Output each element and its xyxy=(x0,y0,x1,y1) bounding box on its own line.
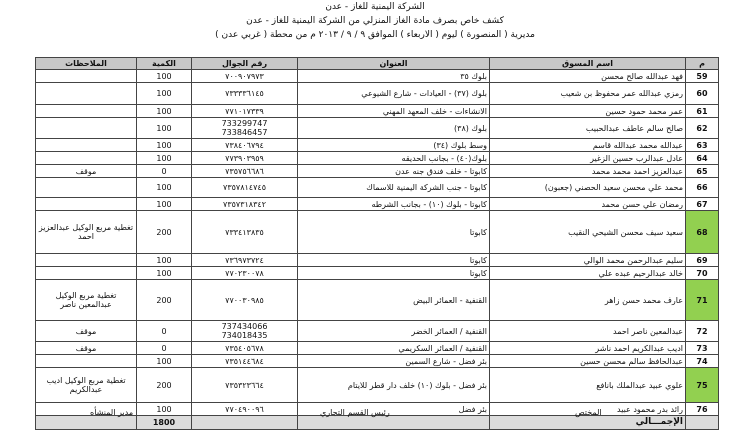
notes-cell: موقف xyxy=(36,342,137,355)
quantity-cell: 100 xyxy=(137,83,192,105)
table-row xyxy=(36,165,719,178)
signature-facility-manager: مدير المنشأه xyxy=(90,408,134,417)
table-row xyxy=(36,254,719,267)
quantity-cell: 100 xyxy=(137,267,192,280)
marketer-name: عبدالله محمد عبدالله قاسم xyxy=(490,139,686,152)
row-number: 64 xyxy=(686,152,719,165)
phone-cell: 733299747 733846457 xyxy=(192,118,298,139)
document-subtitle: مديرية ( المنصورة ) ليوم ( الاربعاء ) الموافق ٩ / ٩ / ٢٠١٣ م من محطة ( غربي عدن ) xyxy=(215,30,535,40)
notes-cell: تغطية مربع الوكيل عبدالعزيز احمد xyxy=(36,211,137,254)
row-number: 66 xyxy=(686,178,719,198)
quantity-cell: 0 xyxy=(137,165,192,178)
row-number: 74 xyxy=(686,355,719,368)
address-cell: بئر فضل xyxy=(298,403,490,416)
table-row xyxy=(36,355,719,368)
marketer-name: علوي عبيد عبدالملك بانافع xyxy=(490,368,686,403)
row-number: 72 xyxy=(686,321,719,342)
address-cell: كابوتا - بلوك (١٠) - بجانب الشرطه xyxy=(298,198,490,211)
table-row xyxy=(36,321,719,342)
row-number: 68 xyxy=(686,211,719,254)
table-row xyxy=(36,118,719,139)
phone-cell: ٧٧١٠١٧٣٣٩ xyxy=(192,105,298,118)
document-title: كشف خاص بصرف مادة الغاز المنزلي من الشركة اليمنية للغاز - عدن xyxy=(246,16,504,26)
address-cell: القنفية - العمائر البيض xyxy=(298,280,490,321)
row-number: 61 xyxy=(686,105,719,118)
address-cell: كابوتا - جنب الشركة اليمنية للاسماك xyxy=(298,178,490,198)
notes-cell: تغطية مربع الوكيل اديب عبدالكريم xyxy=(36,368,137,403)
row-number: 73 xyxy=(686,342,719,355)
notes-cell xyxy=(36,139,137,152)
quantity-cell: 200 xyxy=(137,211,192,254)
table-row xyxy=(36,178,719,198)
address-cell: وسط بلوك (٣٤) xyxy=(298,139,490,152)
notes-cell xyxy=(36,355,137,368)
col-header-qty: الكمية xyxy=(137,58,192,70)
marketer-name: محمد علي محسن سعيد الحصني (جعبون) xyxy=(490,178,686,198)
phone-cell: ٧٧٣٩٠٣٩٥٩ xyxy=(192,152,298,165)
notes-cell xyxy=(36,105,137,118)
notes-cell xyxy=(36,198,137,211)
phone-cell: ٧٣٥١٤٤٦٨٤ xyxy=(192,355,298,368)
phone-cell: ٧٣٥٣٢٣٦٦٤ xyxy=(192,368,298,403)
marketer-name: عبدالحافظ سالم محسن حسين xyxy=(490,355,686,368)
notes-cell: تغطية مربع الوكيل عبدالمعين ناصر xyxy=(36,280,137,321)
row-number: 60 xyxy=(686,83,719,105)
address-cell: بلوك (٣٨) xyxy=(298,118,490,139)
phone-cell: ٧٣٥٧٣١٨٣٤٢ xyxy=(192,198,298,211)
phone-cell: ٧٣٥٧٨١٤٧٤٥ xyxy=(192,178,298,198)
marketer-name: رمضان علي حسن محمد xyxy=(490,198,686,211)
row-number: 59 xyxy=(686,70,719,83)
quantity-cell: 100 xyxy=(137,254,192,267)
phone-cell: ٧٠٠٩٠٧٩٧٣ xyxy=(192,70,298,83)
marketer-name: سليم عبدالرحمن محمد الوالي xyxy=(490,254,686,267)
address-cell: القنفية / العمائر السكريمي xyxy=(298,342,490,355)
quantity-cell: 100 xyxy=(137,152,192,165)
row-number: 69 xyxy=(686,254,719,267)
quantity-cell: 100 xyxy=(137,118,192,139)
quantity-cell: 100 xyxy=(137,355,192,368)
col-header-name: اسم المسوق xyxy=(490,58,686,70)
phone-cell: ٧٣٦٩٧٣٧٢٤ xyxy=(192,254,298,267)
row-number: 71 xyxy=(686,280,719,321)
quantity-cell: 200 xyxy=(137,368,192,403)
col-header-address: العنوان xyxy=(298,58,490,70)
address-cell: كابوتا xyxy=(298,267,490,280)
phone-cell: ٧٧٠٢٣٠٠٧٨ xyxy=(192,267,298,280)
marketer-name: صالح سالم عاطف عبدالحبيب xyxy=(490,118,686,139)
total-empty-phone xyxy=(192,416,298,430)
marketer-name: خالد عبدالرحيم عبده علي xyxy=(490,267,686,280)
signature-specialist: المختص xyxy=(575,408,602,417)
total-empty-notes xyxy=(36,416,137,430)
marketer-name: عارف محمد حسن زاهر xyxy=(490,280,686,321)
row-number: 65 xyxy=(686,165,719,178)
notes-cell xyxy=(36,70,137,83)
marketer-name: عبدالمعين ناصر احمد xyxy=(490,321,686,342)
row-number: 76 xyxy=(686,403,719,416)
row-number: 70 xyxy=(686,267,719,280)
notes-cell xyxy=(36,83,137,105)
quantity-cell: 200 xyxy=(137,280,192,321)
col-header-num: م xyxy=(686,58,719,70)
notes-cell xyxy=(36,118,137,139)
phone-cell: ٧٣٣٣٣٦١٤٥ xyxy=(192,83,298,105)
address-cell: بئر فضل - بلوك (١٠) خلف دار قطر للايتام xyxy=(298,368,490,403)
company-title: الشركة اليمنية للغاز - عدن xyxy=(325,2,425,12)
address-cell: كابوتا - خلف فندق جنه عدن xyxy=(298,165,490,178)
col-header-notes: الملاحظات xyxy=(36,58,137,70)
quantity-cell: 100 xyxy=(137,105,192,118)
quantity-cell: 0 xyxy=(137,342,192,355)
table-row xyxy=(36,83,719,105)
marketer-name: عبدالعزيز احمد محمد محمد xyxy=(490,165,686,178)
phone-cell: ٧٧٠٠٣٠٩٨٥ xyxy=(192,280,298,321)
table-row xyxy=(36,342,719,355)
address-cell: بلوك(٤٠) - بجانب الحديقه xyxy=(298,152,490,165)
total-row xyxy=(36,416,719,430)
address-cell: كابوتا xyxy=(298,254,490,267)
marketer-name: سعيد سيف محسن الشيحي النقيب xyxy=(490,211,686,254)
col-header-phone: رقم الجوال xyxy=(192,58,298,70)
total-num-cell xyxy=(686,416,719,430)
total-empty-address xyxy=(298,416,490,430)
document-header xyxy=(0,0,750,42)
table-row xyxy=(36,211,719,254)
address-cell: الانشاءات - خلف المعهد المهني xyxy=(298,105,490,118)
distribution-table xyxy=(35,57,719,430)
table-row xyxy=(36,368,719,403)
table-row xyxy=(36,105,719,118)
table-header-row xyxy=(36,58,719,70)
phone-cell: ٧٣٥٧٥٦٦٨٦ xyxy=(192,165,298,178)
table-row xyxy=(36,267,719,280)
quantity-cell: 100 xyxy=(137,403,192,416)
phone-cell: ٧٣٣٤١٣٨٣٥ xyxy=(192,211,298,254)
notes-cell xyxy=(36,152,137,165)
marketer-name: عادل عبدالرب حسين الزغير xyxy=(490,152,686,165)
quantity-cell: 100 xyxy=(137,139,192,152)
marketer-name: رمزي عبدالله عمر محفوظ بن شعيب xyxy=(490,83,686,105)
row-number: 63 xyxy=(686,139,719,152)
phone-cell: ٧٣٨٤٠٦٧٩٤ xyxy=(192,139,298,152)
address-cell: بلوك ٣٥ xyxy=(298,70,490,83)
marketer-name: رائد بدر محمود عبيد xyxy=(490,403,686,416)
notes-cell xyxy=(36,178,137,198)
table-row xyxy=(36,139,719,152)
address-cell: بئر فضل - شارع السمين xyxy=(298,355,490,368)
notes-cell xyxy=(36,254,137,267)
phone-cell: ٧٣٥٤٠٥٦٧٨ xyxy=(192,342,298,355)
phone-cell: ٧٧٠٤٩٠٠٩٦ xyxy=(192,403,298,416)
phone-cell: 737434066 734018435 xyxy=(192,321,298,342)
table-row xyxy=(36,198,719,211)
signature-commercial-head: رئيس القسم التجاري xyxy=(320,408,390,417)
address-cell: بلوك (٣٧) - العيادات - شارع الشيوعي xyxy=(298,83,490,105)
table-row xyxy=(36,280,719,321)
row-number: 62 xyxy=(686,118,719,139)
quantity-cell: 0 xyxy=(137,321,192,342)
table-body xyxy=(36,70,719,416)
total-label: الإجمـــالي xyxy=(490,416,686,430)
quantity-cell: 100 xyxy=(137,198,192,211)
notes-cell: موقف xyxy=(36,321,137,342)
row-number: 67 xyxy=(686,198,719,211)
table-row xyxy=(36,70,719,83)
table-row xyxy=(36,152,719,165)
address-cell: القنفية / العمائر الخضر xyxy=(298,321,490,342)
marketer-name: اديب عبدالكريم احمد ناشر xyxy=(490,342,686,355)
notes-cell: موقف xyxy=(36,165,137,178)
quantity-cell: 100 xyxy=(137,70,192,83)
total-qty: 1800 xyxy=(137,416,192,430)
row-number: 75 xyxy=(686,368,719,403)
marketer-name: عمر محمد حمود حسين xyxy=(490,105,686,118)
quantity-cell: 100 xyxy=(137,178,192,198)
notes-cell xyxy=(36,267,137,280)
address-cell: كابوتا xyxy=(298,211,490,254)
marketer-name: فهد عبدالله صالح محسن xyxy=(490,70,686,83)
